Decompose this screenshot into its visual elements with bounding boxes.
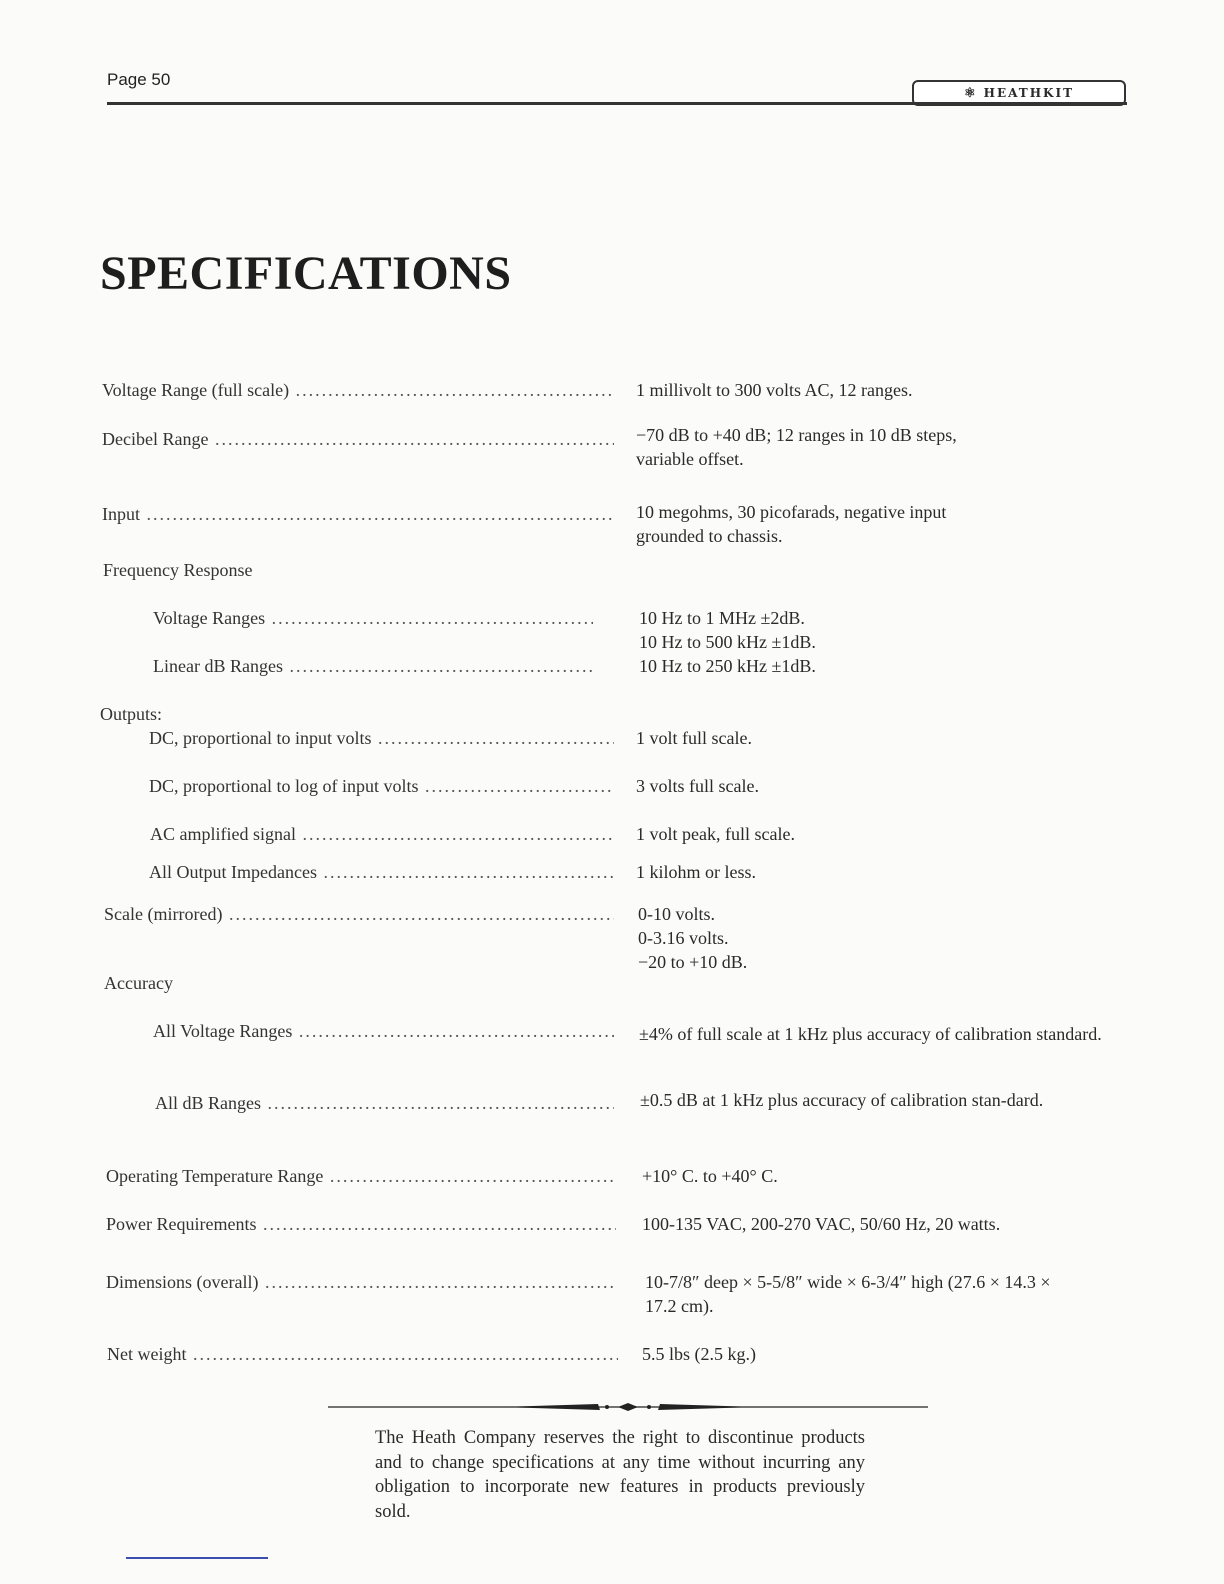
spec-value: 10 Hz to 500 kHz ±1dB. (639, 632, 816, 652)
spec-label: All Output Impedances ..... (149, 860, 614, 884)
spec-value: ±4% of full scale at 1 kHz plus accuracy of calibration standard. (639, 1024, 1102, 1044)
spec-label: Outputs: (100, 704, 163, 724)
disclaimer-note: The Heath Company reserves the right to discontinue products and to change specifications at any time without incurring any obligation to incorporate new features in products previously sold. (375, 1428, 865, 1522)
spec-value: 10 megohms, 30 picofarads, negative input grounded to chassis. (636, 502, 947, 546)
spec-label: All dB Ranges ..... (155, 1091, 614, 1115)
spec-label: Voltage Ranges ..... (153, 606, 593, 630)
spec-label: Scale (mirrored) ..... (104, 902, 614, 926)
spec-value: −20 to +10 dB. (638, 952, 748, 972)
bottom-mark (126, 1557, 268, 1559)
spec-value: 3 volts full scale. (636, 776, 759, 796)
spec-value: 0-3.16 volts. (638, 928, 729, 948)
spec-value: +10° C. to +40° C. (642, 1166, 778, 1186)
spec-value: −70 dB to +40 dB; 12 ranges in 10 dB steps, variable offset. (636, 425, 957, 469)
ornamental-divider (328, 1402, 928, 1412)
spec-value: ±0.5 dB at 1 kHz plus accuracy of calibration stan-dard. (640, 1090, 1044, 1110)
spec-label: Net weight ..... (107, 1342, 618, 1366)
page-number: Page 50 (107, 70, 171, 89)
brand-name: HEATHKIT (983, 86, 1075, 100)
atom-icon: ⚛ (963, 85, 978, 101)
spec-label: Decibel Range ..... (102, 427, 614, 451)
spec-label: Frequency Response (103, 560, 253, 580)
spec-label: Input ..... (102, 502, 614, 526)
spec-value: 1 volt full scale. (636, 728, 752, 748)
spec-label: Power Requirements ..... (106, 1212, 616, 1236)
spec-label: Linear dB Ranges ..... (153, 654, 593, 678)
spec-value: 0-10 volts. (638, 904, 716, 924)
spec-label: DC, proportional to log of input volts ..... (149, 774, 614, 798)
spec-value: 100-135 VAC, 200-270 VAC, 50/60 Hz, 20 watts. (642, 1214, 1001, 1234)
spec-value: 5.5 lbs (2.5 kg.) (642, 1344, 756, 1364)
spec-label: Voltage Range (full scale) ..... (102, 378, 614, 402)
page-title: SPECIFICATIONS (100, 247, 512, 300)
spec-label: DC, proportional to input volts ..... (149, 726, 614, 750)
spec-value: 10 Hz to 1 MHz ±2dB. (639, 608, 805, 628)
spec-value: 10-7/8″ deep × 5-5/8″ wide × 6-3/4″ high (27.6 × 14.3 × 17.2 cm). (645, 1272, 1051, 1316)
spec-label: All Voltage Ranges ..... (153, 1019, 614, 1043)
spec-value: 10 Hz to 250 kHz ±1dB. (639, 656, 816, 676)
spec-label: AC amplified signal ..... (150, 822, 614, 846)
spec-label: Operating Temperature Range ..... (106, 1164, 616, 1188)
spec-label: Dimensions (overall) ..... (106, 1270, 616, 1294)
spec-value: 1 kilohm or less. (636, 862, 756, 882)
spec-value: 1 millivolt to 300 volts AC, 12 ranges. (636, 380, 913, 400)
spec-label: Accuracy (104, 973, 173, 993)
header-rule (107, 102, 1127, 105)
spec-value: 1 volt peak, full scale. (636, 824, 795, 844)
